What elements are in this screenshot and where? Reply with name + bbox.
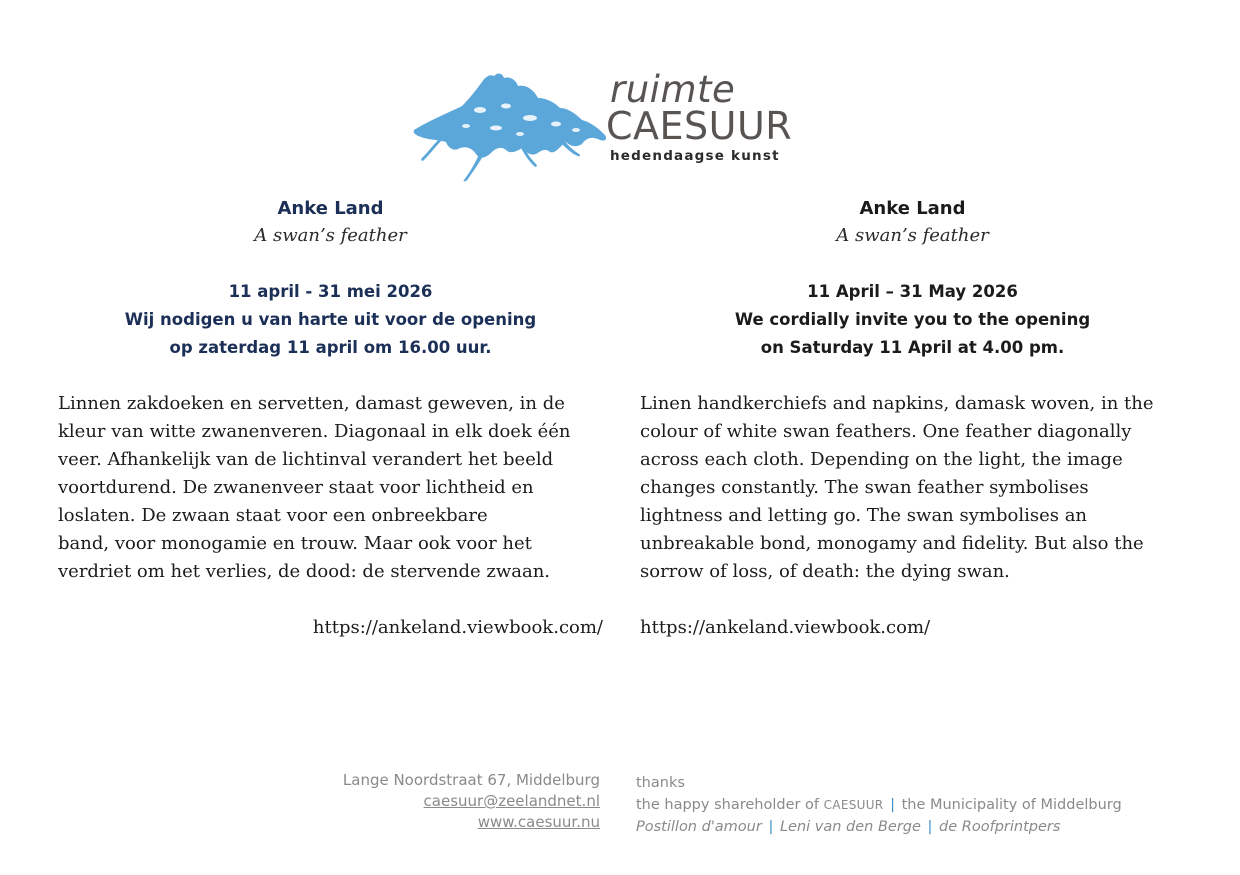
footer-email-link[interactable]: caesuur@zeelandnet.nl (423, 792, 600, 810)
en-artist-url[interactable]: https://ankeland.viewbook.com/ (640, 617, 931, 638)
sponsor-roofprintpers: de Roofprintpers (939, 819, 1061, 835)
en-body-line: across each cloth. Depending on the light, the image (640, 449, 1123, 470)
sponsor-shareholder: the happy shareholder of (636, 797, 824, 813)
en-body-line: sorrow of loss, of death: the dying swan. (640, 561, 1010, 582)
separator-bar: | (768, 819, 774, 835)
logo-word-subtitle: hedendaagse kunst (610, 148, 780, 164)
footer-contact (300, 770, 600, 833)
sponsor-municipality: the Municipality of Middelburg (901, 797, 1122, 813)
logo-word-caesuur: CAESUUR (606, 104, 793, 148)
footer-sponsors-line-1 (636, 794, 1196, 816)
nl-artist-url[interactable]: https://ankeland.viewbook.com/ (312, 617, 603, 638)
nl-body-line: loslaten. De zwaan staat voor een onbreekbare (58, 505, 488, 526)
en-body-text (640, 390, 1185, 586)
en-dates: 11 April – 31 May 2026 (807, 282, 1018, 301)
footer-sponsors-line-2 (636, 816, 1196, 838)
nl-dates-block (58, 278, 603, 362)
en-invite-line-1: We cordially invite you to the opening (734, 310, 1091, 329)
nl-body-line: Linnen zakdoeken en servetten, damast geweven, in de (58, 393, 565, 414)
nl-body-text (58, 390, 603, 586)
nl-artist-name: Anke Land (277, 198, 384, 219)
en-body-line: colour of white swan feathers. One feather diagonally (640, 421, 1132, 442)
logo-word-ruimte: ruimte (610, 68, 736, 111)
nl-invite-line-1: Wij nodigen u van harte uit voor de opening (124, 310, 537, 329)
en-body-line: changes constantly. The swan feather symbolises (640, 477, 1089, 498)
nl-body-line: verdriet om het verlies, de dood: de stervende zwaan. (58, 561, 551, 582)
separator-bar: | (927, 819, 933, 835)
en-exhibition-title: A swan’s feather (836, 225, 989, 246)
en-body-line: Linen handkerchiefs and napkins, damask woven, in the (640, 393, 1154, 414)
en-body-line: lightness and letting go. The swan symbolises an (640, 505, 1088, 526)
en-body-line: unbreakable bond, monogamy and fidelity. But also the (640, 533, 1144, 554)
footer-address: Lange Noordstraat 67, Middelburg (342, 771, 600, 789)
footer-thanks (636, 772, 1196, 838)
separator-bar: | (890, 797, 895, 813)
nl-invite-line-2: op zaterdag 11 april om 16.00 uur. (169, 338, 492, 357)
sponsor-leni: Leni van den Berge (779, 819, 921, 835)
footer-website-link[interactable]: www.caesuur.nu (477, 813, 600, 831)
dutch-column (58, 196, 603, 642)
sponsor-postillon: Postillon d'amour (636, 819, 762, 835)
footer-thanks-label: thanks (636, 775, 685, 791)
nl-body-line: voortdurend. De zwanenveer staat voor lichtheid en (58, 477, 534, 498)
nl-header (58, 196, 603, 362)
en-invite-line-2: on Saturday 11 April at 4.00 pm. (760, 338, 1065, 357)
nl-body-line: band, voor monogamie en trouw. Maar ook voor het (58, 533, 532, 554)
splash-mountain-icon (410, 68, 610, 183)
nl-body-line: kleur van witte zwanenveren. Diagonaal in elk doek één (58, 421, 571, 442)
en-artist-name: Anke Land (859, 198, 966, 219)
nl-dates: 11 april - 31 mei 2026 (228, 282, 433, 301)
sponsor-caesuur: CAESUUR (823, 798, 884, 812)
nl-body-line: veer. Afhankelijk van de lichtinval verandert het beeld (58, 449, 554, 470)
english-column (640, 196, 1185, 642)
caesuur-logo (410, 68, 810, 183)
en-dates-block (640, 278, 1185, 362)
en-header (640, 196, 1185, 362)
nl-exhibition-title: A swan’s feather (254, 225, 407, 246)
